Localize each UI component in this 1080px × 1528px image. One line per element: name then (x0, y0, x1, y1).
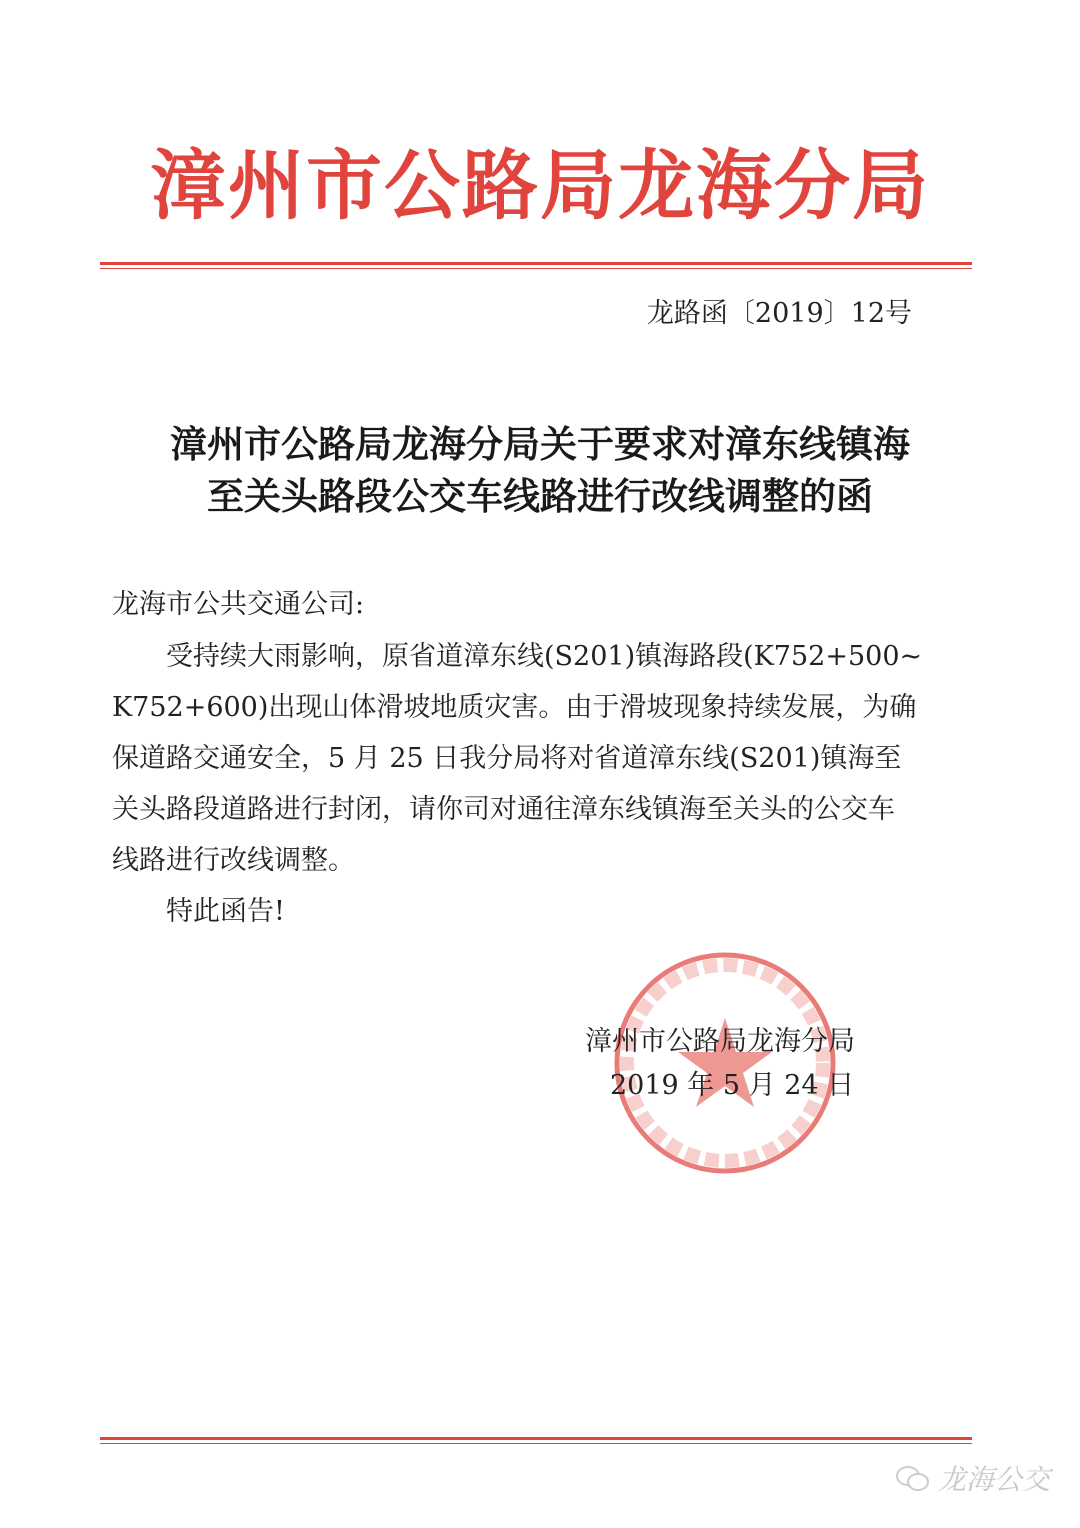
document-heading-line-1: 漳州市公路局龙海分局关于要求对漳东线镇海 (170, 422, 910, 466)
body-line: 受持续大雨影响，原省道漳东线(S201)镇海路段(K752+500~ (166, 641, 923, 672)
body-line: 关头路段道路进行封闭，请你司对通往漳东线镇海至关头的公交车 (112, 794, 895, 825)
footer-rule-thick (100, 1437, 972, 1440)
addressee: 龙海市公共交通公司: (112, 589, 365, 620)
wechat-icon (895, 1465, 931, 1493)
footer-rule-thin (100, 1443, 972, 1444)
body-line: 保道路交通安全，5 月 25 日我分局将对省道漳东线(S201)镇海至 (112, 743, 902, 774)
body-line: 线路进行改线调整。 (112, 845, 355, 876)
body-line: K752+600)出现山体滑坡地质灾害。由于滑坡现象持续发展，为确 (112, 692, 917, 723)
signature-org: 漳州市公路局龙海分局 (585, 1026, 855, 1057)
letterhead-title: 漳州市公路局龙海分局 (150, 141, 930, 230)
signature-date: 2019 年 5 月 24 日 (610, 1070, 855, 1101)
document-heading-line-2: 至关头路段公交车线路进行改线调整的函 (207, 474, 873, 518)
document-number: 龙路函〔2019〕12号 (646, 298, 912, 329)
official-seal (612, 950, 838, 1176)
closing: 特此函告! (166, 896, 285, 927)
letterhead-rule-thick (100, 262, 972, 265)
watermark: 龙海公交 (938, 1463, 1051, 1496)
letterhead-rule-thin (100, 268, 972, 269)
